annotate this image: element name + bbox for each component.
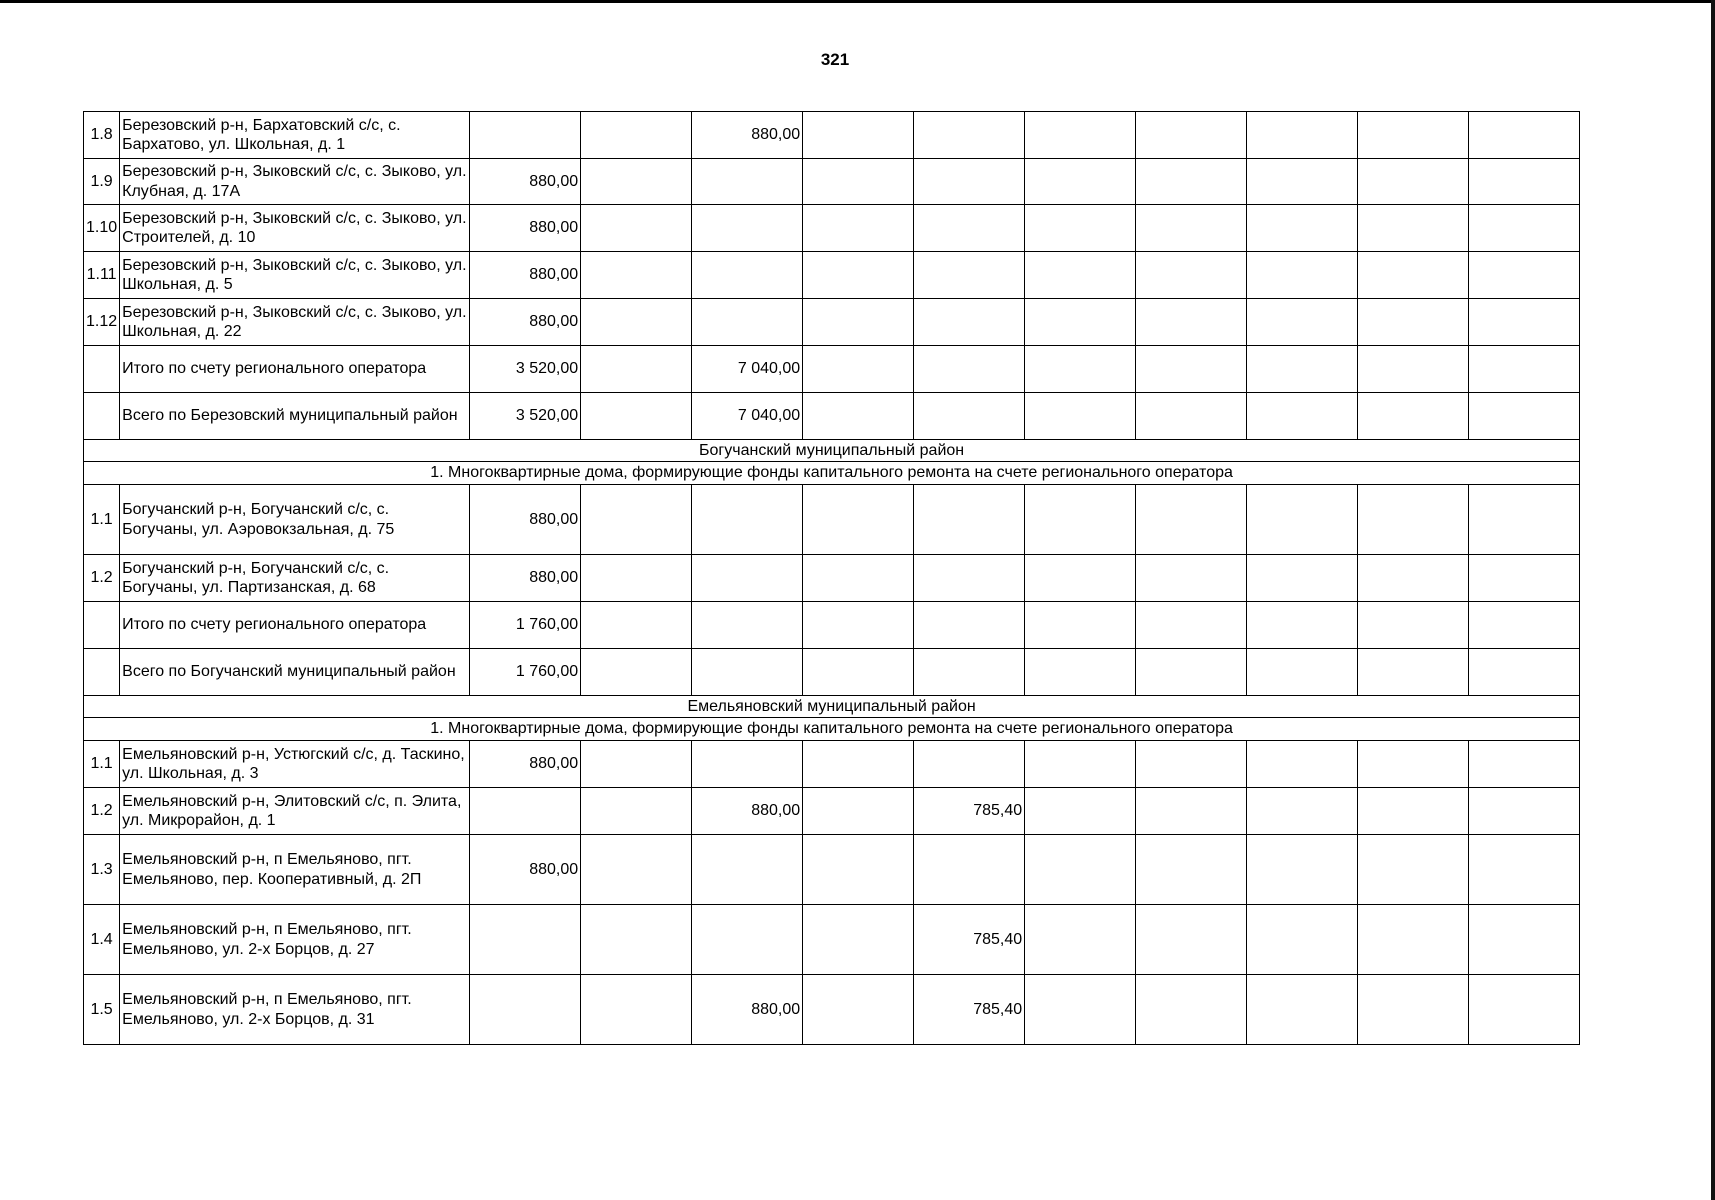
empty-cell [1025,159,1136,205]
row-address: Всего по Богучанский муниципальный район [120,649,470,696]
empty-cell [1247,159,1358,205]
cost-cell-c2 [581,205,692,252]
table-row [84,159,1580,205]
cost-cell-c4 [803,252,914,299]
row-number: 1.2 [84,555,120,602]
empty-cell [1136,649,1247,696]
empty-cell [1469,159,1580,205]
cost-cell-c5: 785,40 [914,788,1025,835]
table-row [84,252,1580,299]
empty-cell [1469,299,1580,346]
cost-cell-c3: 7 040,00 [692,346,803,393]
page-number: 321 [820,50,850,69]
empty-cell [1025,905,1136,975]
row-address: Емельяновский р-н, Устюгский с/с, д. Таскино, ул. Школьная, д. 3 [120,741,470,788]
empty-cell [1136,741,1247,788]
cost-cell-c5 [914,205,1025,252]
cost-cell-c2 [581,393,692,440]
empty-cell [1136,975,1247,1045]
empty-cell [1247,393,1358,440]
cost-cell-c5 [914,649,1025,696]
cost-cell-c4 [803,649,914,696]
empty-cell [1136,835,1247,905]
empty-cell [1358,299,1469,346]
row-address: Березовский р-н, Бархатовский с/с, с. Бархатово, ул. Школьная, д. 1 [120,112,470,159]
cost-cell-c4 [803,835,914,905]
table-row [84,602,1580,649]
cost-cell-c5 [914,393,1025,440]
table-row [84,975,1580,1045]
table-row [84,205,1580,252]
cost-cell-c2 [581,252,692,299]
empty-cell [1247,252,1358,299]
cost-cell-c2 [581,555,692,602]
empty-cell [1247,346,1358,393]
district-heading: Емельяновский муниципальный район [84,696,1580,718]
empty-cell [1136,485,1247,555]
row-address: Березовский р-н, Зыковский с/с, с. Зыково, ул. Клубная, д. 17А [120,159,470,205]
empty-cell [1358,159,1469,205]
empty-cell [1358,252,1469,299]
cost-cell-c1 [470,112,581,159]
row-address: Итого по счету регионального оператора [120,346,470,393]
cost-cell-c3 [692,905,803,975]
cost-cell-c5 [914,159,1025,205]
row-address: Березовский р-н, Зыковский с/с, с. Зыково, ул. Школьная, д. 22 [120,299,470,346]
empty-cell [1247,555,1358,602]
table-row [84,112,1580,159]
cost-cell-c5 [914,555,1025,602]
empty-cell [1025,485,1136,555]
cost-cell-c1: 3 520,00 [470,346,581,393]
empty-cell [1358,975,1469,1045]
empty-cell [1247,205,1358,252]
empty-cell [1136,299,1247,346]
empty-cell [1469,205,1580,252]
empty-cell [1358,741,1469,788]
row-address: Емельяновский р-н, Элитовский с/с, п. Элита, ул. Микрорайон, д. 1 [120,788,470,835]
row-number: 1.1 [84,485,120,555]
empty-cell [1358,555,1469,602]
empty-cell [1247,485,1358,555]
empty-cell [1469,788,1580,835]
cost-cell-c4 [803,905,914,975]
row-address: Березовский р-н, Зыковский с/с, с. Зыково, ул. Школьная, д. 5 [120,252,470,299]
table-row [84,393,1580,440]
row-address: Емельяновский р-н, п Емельяново, пгт. Емельяново, пер. Кооперативный, д. 2П [120,835,470,905]
scan-edge-right [1711,0,1715,1200]
row-number [84,346,120,393]
cost-cell-c1 [470,788,581,835]
cost-cell-c3 [692,299,803,346]
cost-cell-c5 [914,112,1025,159]
cost-cell-c5 [914,741,1025,788]
cost-cell-c3 [692,555,803,602]
empty-cell [1358,112,1469,159]
table-row [84,741,1580,788]
empty-cell [1358,205,1469,252]
cost-cell-c4 [803,299,914,346]
empty-cell [1025,788,1136,835]
cost-cell-c5: 785,40 [914,975,1025,1045]
empty-cell [1247,905,1358,975]
cost-cell-c4 [803,346,914,393]
cost-cell-c1: 880,00 [470,485,581,555]
cost-cell-c2 [581,649,692,696]
cost-cell-c3: 880,00 [692,788,803,835]
empty-cell [1358,649,1469,696]
cost-cell-c2 [581,112,692,159]
empty-cell [1136,252,1247,299]
empty-cell [1247,788,1358,835]
empty-cell [1025,975,1136,1045]
empty-cell [1136,112,1247,159]
row-number [84,649,120,696]
cost-cell-c5 [914,835,1025,905]
cost-cell-c1 [470,905,581,975]
cost-cell-c2 [581,485,692,555]
empty-cell [1358,485,1469,555]
empty-cell [1469,112,1580,159]
cost-cell-c1: 880,00 [470,205,581,252]
cost-cell-c3: 880,00 [692,975,803,1045]
row-number [84,602,120,649]
budget-table [83,111,1580,1045]
cost-cell-c1: 880,00 [470,835,581,905]
cost-cell-c4 [803,485,914,555]
cost-cell-c4 [803,788,914,835]
empty-cell [1025,741,1136,788]
cost-cell-c5: 785,40 [914,905,1025,975]
district-heading: Богучанский муниципальный район [84,440,1580,462]
cost-cell-c2 [581,346,692,393]
cost-cell-c2 [581,975,692,1045]
empty-cell [1358,788,1469,835]
cost-cell-c1: 1 760,00 [470,602,581,649]
scan-edge-top [0,0,1715,3]
empty-cell [1247,835,1358,905]
category-heading-row [84,718,1580,741]
table-row [84,555,1580,602]
row-address: Емельяновский р-н, п Емельяново, пгт. Емельяново, ул. 2-х Борцов, д. 31 [120,975,470,1045]
cost-cell-c4 [803,205,914,252]
cost-cell-c1: 880,00 [470,299,581,346]
empty-cell [1025,555,1136,602]
empty-cell [1469,346,1580,393]
table-row [84,649,1580,696]
table-row [84,299,1580,346]
cost-cell-c3 [692,649,803,696]
empty-cell [1025,112,1136,159]
empty-cell [1358,393,1469,440]
row-address: Березовский р-н, Зыковский с/с, с. Зыково, ул. Строителей, д. 10 [120,205,470,252]
empty-cell [1025,346,1136,393]
empty-cell [1025,835,1136,905]
empty-cell [1136,205,1247,252]
row-address: Итого по счету регионального оператора [120,602,470,649]
empty-cell [1469,649,1580,696]
cost-cell-c5 [914,346,1025,393]
row-number [84,393,120,440]
row-number: 1.2 [84,788,120,835]
empty-cell [1469,602,1580,649]
cost-cell-c1: 3 520,00 [470,393,581,440]
cost-cell-c2 [581,788,692,835]
cost-cell-c2 [581,299,692,346]
row-number: 1.5 [84,975,120,1045]
cost-cell-c5 [914,252,1025,299]
row-number: 1.4 [84,905,120,975]
empty-cell [1136,555,1247,602]
empty-cell [1136,788,1247,835]
cost-cell-c5 [914,299,1025,346]
empty-cell [1247,649,1358,696]
row-number: 1.3 [84,835,120,905]
empty-cell [1025,649,1136,696]
row-address: Богучанский р-н, Богучанский с/с, с. Богучаны, ул. Партизанская, д. 68 [120,555,470,602]
empty-cell [1469,741,1580,788]
empty-cell [1469,905,1580,975]
cost-cell-c4 [803,555,914,602]
cost-cell-c2 [581,741,692,788]
cost-cell-c5 [914,485,1025,555]
cost-cell-c1: 880,00 [470,252,581,299]
row-number: 1.9 [84,159,120,205]
table-row [84,835,1580,905]
empty-cell [1358,602,1469,649]
table-row [84,905,1580,975]
cost-cell-c1: 880,00 [470,741,581,788]
empty-cell [1136,393,1247,440]
empty-cell [1025,299,1136,346]
cost-cell-c3 [692,602,803,649]
empty-cell [1247,741,1358,788]
empty-cell [1469,485,1580,555]
cost-cell-c3: 7 040,00 [692,393,803,440]
category-heading: 1. Многоквартирные дома, формирующие фонды капитального ремонта на счете регионального оператора [84,462,1580,485]
cost-cell-c3 [692,159,803,205]
cost-cell-c4 [803,393,914,440]
cost-cell-c2 [581,602,692,649]
district-heading-row [84,440,1580,462]
cost-cell-c3 [692,205,803,252]
empty-cell [1358,905,1469,975]
row-number: 1.1 [84,741,120,788]
cost-cell-c3: 880,00 [692,112,803,159]
cost-cell-c5 [914,602,1025,649]
cost-cell-c4 [803,602,914,649]
cost-cell-c4 [803,741,914,788]
row-number: 1.12 [84,299,120,346]
empty-cell [1136,905,1247,975]
cost-cell-c1: 880,00 [470,159,581,205]
table-row [84,346,1580,393]
cost-cell-c1 [470,975,581,1045]
empty-cell [1136,602,1247,649]
row-address: Богучанский р-н, Богучанский с/с, с. Богучаны, ул. Аэровокзальная, д. 75 [120,485,470,555]
cost-cell-c4 [803,112,914,159]
cost-cell-c3 [692,835,803,905]
category-heading: 1. Многоквартирные дома, формирующие фонды капитального ремонта на счете регионального оператора [84,718,1580,741]
empty-cell [1247,975,1358,1045]
empty-cell [1025,393,1136,440]
empty-cell [1469,975,1580,1045]
cost-cell-c3 [692,741,803,788]
empty-cell [1025,602,1136,649]
row-address: Всего по Березовский муниципальный район [120,393,470,440]
category-heading-row [84,462,1580,485]
cost-cell-c2 [581,835,692,905]
empty-cell [1247,299,1358,346]
empty-cell [1136,346,1247,393]
empty-cell [1247,602,1358,649]
empty-cell [1469,252,1580,299]
empty-cell [1469,835,1580,905]
empty-cell [1358,835,1469,905]
table-body [84,112,1580,1045]
cost-cell-c4 [803,159,914,205]
cost-cell-c1: 1 760,00 [470,649,581,696]
empty-cell [1136,159,1247,205]
cost-cell-c2 [581,905,692,975]
cost-cell-c1: 880,00 [470,555,581,602]
district-heading-row [84,696,1580,718]
row-number: 1.10 [84,205,120,252]
empty-cell [1025,252,1136,299]
empty-cell [1358,346,1469,393]
cost-cell-c3 [692,252,803,299]
table-row [84,788,1580,835]
empty-cell [1469,555,1580,602]
cost-cell-c3 [692,485,803,555]
empty-cell [1469,393,1580,440]
table-row [84,485,1580,555]
cost-cell-c4 [803,975,914,1045]
row-address: Емельяновский р-н, п Емельяново, пгт. Емельяново, ул. 2-х Борцов, д. 27 [120,905,470,975]
empty-cell [1247,112,1358,159]
row-number: 1.11 [84,252,120,299]
row-number: 1.8 [84,112,120,159]
cost-cell-c2 [581,159,692,205]
empty-cell [1025,205,1136,252]
